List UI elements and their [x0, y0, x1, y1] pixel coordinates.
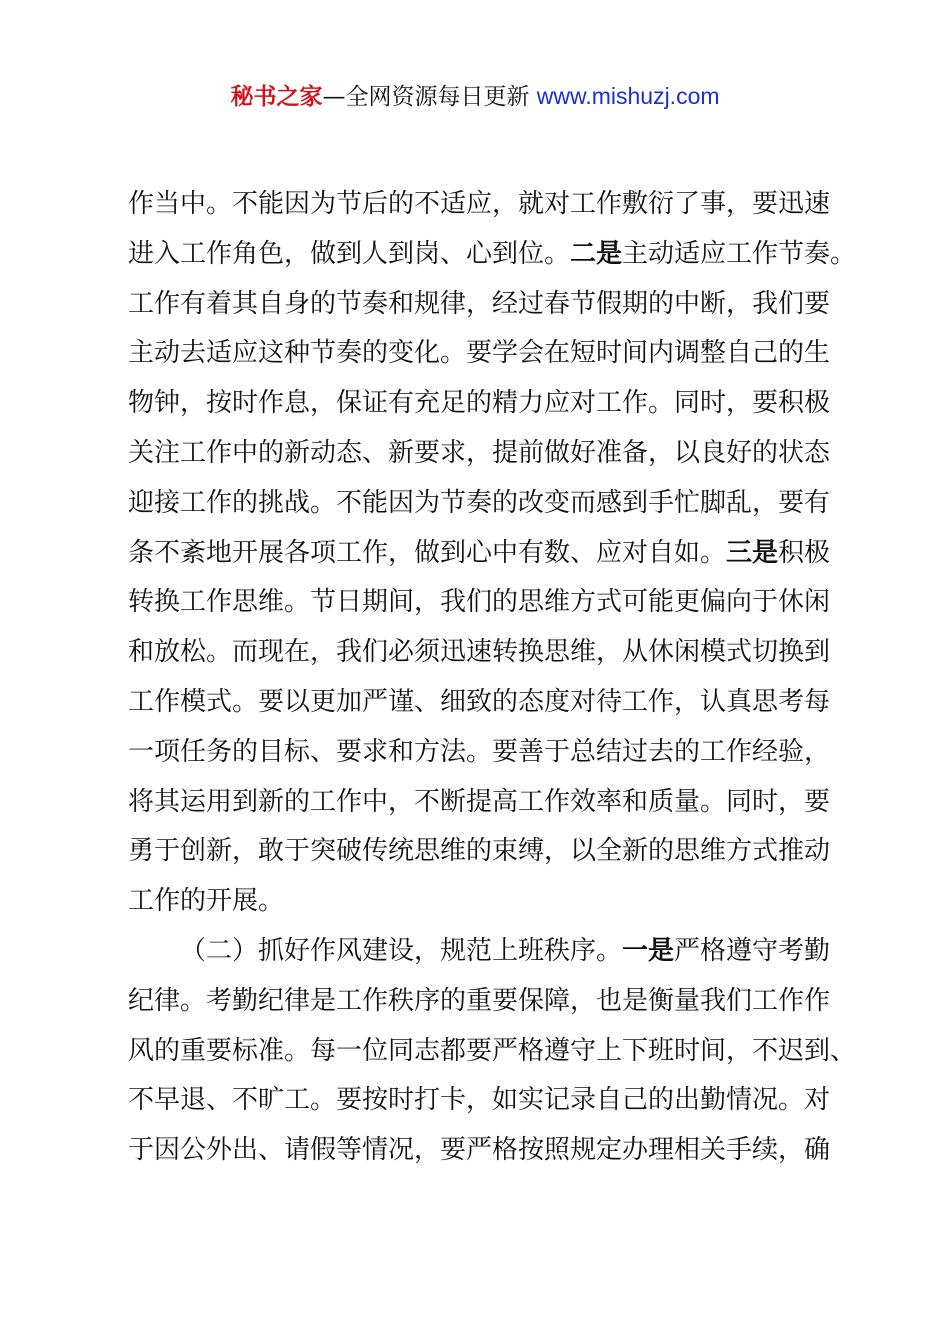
text-run: 条不紊地开展各项工作，做到心中有数、应对自如。 [128, 537, 727, 568]
text-line [128, 678, 838, 728]
text-line [128, 429, 838, 479]
text-line [128, 280, 838, 330]
text-line [128, 877, 838, 927]
brand-name: 秘书之家 [230, 84, 323, 110]
text-run: 转换工作思维。节日期间，我们的思维方式可能更偏向于休闲 [128, 587, 831, 618]
text-line [128, 1076, 838, 1126]
text-run: 风的重要标准。每一位同志都要严格遵守上下班时间，不迟到、 [128, 1035, 857, 1066]
text-line [128, 578, 838, 628]
text-line [128, 1126, 838, 1176]
text-line [128, 977, 838, 1027]
text-line [128, 479, 838, 529]
text-run: 不早退、不旷工。要按时打卡，如实记录自己的出勤情况。对 [128, 1085, 831, 1116]
text-line [128, 1027, 857, 1077]
text-run: 积极 [778, 537, 831, 568]
text-run: 主动去适应这种节奏的变化。要学会在短时间内调整自己的生 [128, 338, 831, 369]
text-line [128, 230, 857, 280]
text-line [128, 628, 838, 678]
text-run: 主动适应工作节奏。 [622, 238, 857, 269]
text-run: 和放松。而现在，我们必须迅速转换思维，从休闲模式切换到 [128, 637, 831, 668]
text-line [128, 778, 838, 828]
header-tagline: —全网资源每日更新 [322, 84, 537, 110]
text-run: 于因公外出、请假等情况，要严格按照规定办理相关手续，确 [128, 1135, 831, 1166]
text-run: 工作有着其自身的节奏和规律，经过春节假期的中断，我们要 [128, 288, 831, 319]
text-run: 作当中。不能因为节后的不适应，就对工作敷衍了事，要迅速 [128, 189, 831, 219]
text-line [128, 827, 838, 877]
text-run: 勇于创新，敢于突破传统思维的束缚，以全新的思维方式推动 [128, 836, 831, 867]
bold-ordinal: 三是 [726, 537, 779, 568]
text-line [128, 379, 838, 429]
text-run: 将其运用到新的工作中，不断提高工作效率和质量。同时，要 [128, 786, 831, 817]
text-line [128, 927, 838, 977]
text-line [128, 180, 838, 230]
page-header [0, 80, 950, 113]
text-run: 迎接工作的挑战。不能因为节奏的改变而感到手忙脚乱，要有 [128, 487, 831, 518]
text-line [128, 329, 838, 379]
text-run: 进入工作角色，做到人到岗、心到位。 [128, 238, 571, 269]
text-line [128, 728, 838, 778]
text-run: 纪律。考勤纪律是工作秩序的重要保障，也是衡量我们工作作 [128, 985, 831, 1016]
text-run: 物钟，按时作息，保证有充足的精力应对工作。同时，要积极 [128, 388, 831, 419]
text-run: 工作模式。要以更加严谨、细致的态度对待工作，认真思考每 [128, 686, 831, 717]
text-run: 严格遵守考勤 [674, 935, 831, 966]
document-body [128, 180, 857, 1176]
bold-ordinal: 二是 [570, 238, 623, 269]
site-url[interactable]: www.mishuzj.com [536, 83, 720, 109]
text-line [128, 529, 838, 579]
text-run: 一项任务的目标、要求和方法。要善于总结过去的工作经验， [128, 736, 831, 767]
text-run: 工作的开展。 [128, 886, 285, 917]
bold-ordinal: 一是 [622, 935, 675, 966]
text-run: （二）抓好作风建设，规范上班秩序。 [180, 935, 623, 966]
text-run: 关注工作中的新动态、新要求，提前做好准备，以良好的状态 [128, 437, 831, 468]
